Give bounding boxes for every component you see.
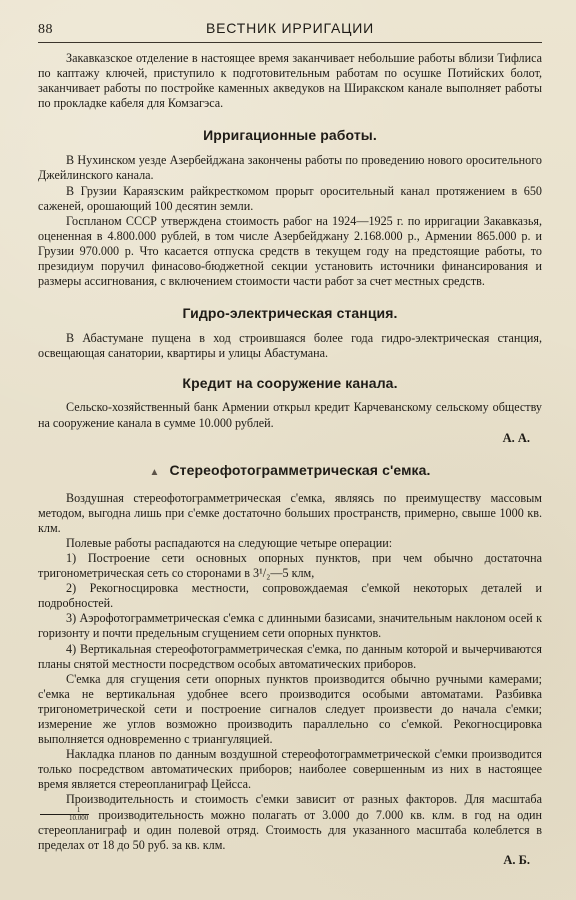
credit-paragraph-1: Сельско-хозяйственный банк Армении открыл кредит Карчеванскому сельскому обществу на сооружение канала в сумме 10.000 рублей. <box>38 400 542 430</box>
credit-signature: А. А. <box>502 430 530 445</box>
irrigation-paragraph-1: В Нухинском уезде Азербейджана закончены работы по проведению нового оросительного Джейлинского канала. <box>38 153 542 183</box>
page-number: 88 <box>38 22 53 37</box>
page-header <box>38 20 542 43</box>
stereo-paragraph-9-before: Производительность и стоимость с'емки зависит от разных факторов. Для масштаба <box>66 792 542 807</box>
irrigation-paragraph-3: Госпланом СССР утверждена стоимость рабог на 1924—1925 г. по ирригации Закавказья, оцененная в 4.800.000 рублей, в том числе Азербейджану 2.168.000 р., Армении 865.000 р. и Грузии 970.000 р. Что касается отпуска средств в текущем году на предстоящие работы, то президиум поручил финасово-бюджетной секции установить источники финансирования и размеры ассигнования, с включением стоимости части работ за счет местных средств. <box>38 213 542 289</box>
stereo-paragraph-8: Накладка планов по данным воздушной стереофотограмметрической с'емки производится только посредством автоматических приборов; наиболее совершенным из них в настоящее время является стереопланиграф Цейсса. <box>38 747 542 792</box>
credit-section-title: Кредит на сооружение канала. <box>182 375 398 392</box>
stereo-paragraph-9-after: производительность можно полагать от 3.000 до 7.000 кв. клм. в год на один стереопланиграф и один полевой отряд. Стоимость для указанного масштаба колеблется в пределах от 18 до 50 руб. за кв. клм. <box>38 807 542 852</box>
hydro-section-title: Гидро-электрическая станция. <box>182 305 398 322</box>
stereo-paragraph-3: 1) Построение сети основных опорных пунктов, при чем обычно достаточна тригонометрическая сеть со сторонами в 3¹/₂—5 клм, <box>38 550 542 581</box>
section-mark-icon: ▲ <box>149 466 160 478</box>
stereo-paragraph-4: 2) Рекогносцировка местности, сопровождаемая с'емкой некоторых деталей и подробностей. <box>38 581 542 611</box>
stereo-paragraph-7: С'емка для сгущения сети опорных пунктов производится обычно ручными камерами; с'емка не вертикальная удобнее всего производится особыми автоматами. Разбивка тригонометрической сети и построение сигналов следует произвести до начала с'емки; измерение же углов возможно производить параллельно со с'емкой. Рекогносцировка выполняется одновременно с триангуляцией. <box>38 671 542 747</box>
irrigation-section-title: Ирригационные работы. <box>203 127 377 144</box>
stereo-paragraph-6: 4) Вертикальная стереофотограмметрическая с'емка, по данным которой и вычерчиваются планы снятой местности посредством особых автоматических приборов. <box>38 641 542 671</box>
scale-fraction-numerator: 1 <box>40 807 89 815</box>
stereo-section-title <box>38 461 542 482</box>
intro-paragraph: Закавказское отделение в настоящее время заканчивает небольшие работы вблизи Тифлиса по каптажу ключей, приступило к подготовительным работам по осушке Потийских болот, заканчивает работы по постройке каменных акведуков на Ширакском канале выполняет работы по прокладке кабеля для Комзагэса. <box>38 51 542 111</box>
irrigation-paragraph-2: В Грузии Караязским райкресткомом прорыт оросительный канал протяжением в 650 саженей, орошающий 100 десятин земли. <box>38 183 542 213</box>
article-content <box>38 51 542 868</box>
stereo-paragraph-1: Воздушная стереофотограмметрическая с'емка, являясь по преимуществу массовым методом, выгодна лишь при с'емке достаточно больших пространств, примерно, свыше 1000 кв. клм. <box>38 490 542 535</box>
scale-fraction-denominator: 10.000 <box>69 813 89 822</box>
journal-title: ВЕСТНИК ИРРИГАЦИИ <box>206 20 374 36</box>
stereo-section-title-text: Стереофотограмметрическая с'емка. <box>169 461 431 478</box>
stereo-paragraph-2: Полевые работы распадаются на следующие четыре операции: <box>66 535 393 550</box>
hydro-paragraph-1: В Абастумане пущена в ход строившаяся более года гидро-электрическая станция, освещающая санатории, квартиры и улицы Абастумана. <box>38 331 542 361</box>
stereo-signature: А. Б. <box>503 852 530 867</box>
scale-fraction <box>40 807 89 822</box>
stereo-paragraph-9 <box>38 792 542 852</box>
stereo-paragraph-5: 3) Аэрофотограмметрическая с'емка с длинными базисами, значительным наклоном осей к горизонту и почти предельным сгущением сети опорных пунктов. <box>38 611 542 641</box>
